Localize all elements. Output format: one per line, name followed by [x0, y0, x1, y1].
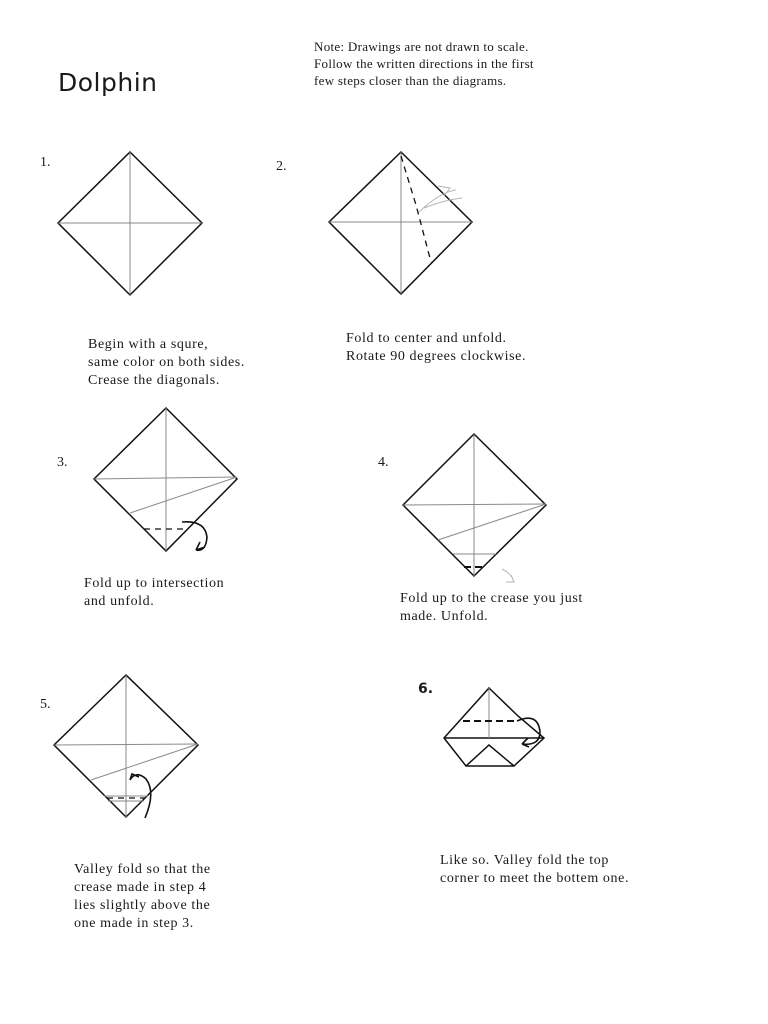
step-5-instructions: Valley fold so that the crease made in step 4 lies slightly above the one made in step 3. [74, 862, 211, 931]
step-4-diagram [403, 434, 546, 582]
step-5-diagram [54, 675, 198, 818]
step-4-arrow-icon [502, 569, 514, 582]
step-3-number: 3. [57, 455, 68, 470]
step-3-instructions: Fold up to intersection and unfold. [84, 576, 225, 609]
step-6-instructions: Like so. Valley fold the top corner to meet the bottem one. [440, 853, 630, 886]
step-6-diagram [444, 688, 544, 766]
step-4-number: 4. [378, 455, 389, 470]
step-2-fold-line [401, 156, 431, 262]
step-1-number: 1. [40, 155, 51, 170]
step-5-number: 5. [40, 697, 51, 712]
step-1-instructions: Begin with a squre, same color on both sides. Crease the diagonals. [88, 337, 245, 388]
step-2-instructions: Fold to center and unfold. Rotate 90 degrees clockwise. [346, 331, 527, 364]
scale-note: Note: Drawings are not drawn to scale. Follow the written directions in the first few steps closer than the diagrams. [314, 39, 534, 88]
step-6-number: 6. [418, 681, 434, 697]
step-4-instructions: Fold up to the crease you just made. Unfold. [400, 591, 583, 624]
step-3-diagram [94, 408, 237, 551]
step-2-number: 2. [276, 159, 287, 174]
step-2-diagram [329, 152, 472, 294]
page-title: Dolphin [58, 68, 158, 97]
step-1-diagram [58, 152, 202, 295]
step-3-arrow-icon [182, 522, 207, 550]
